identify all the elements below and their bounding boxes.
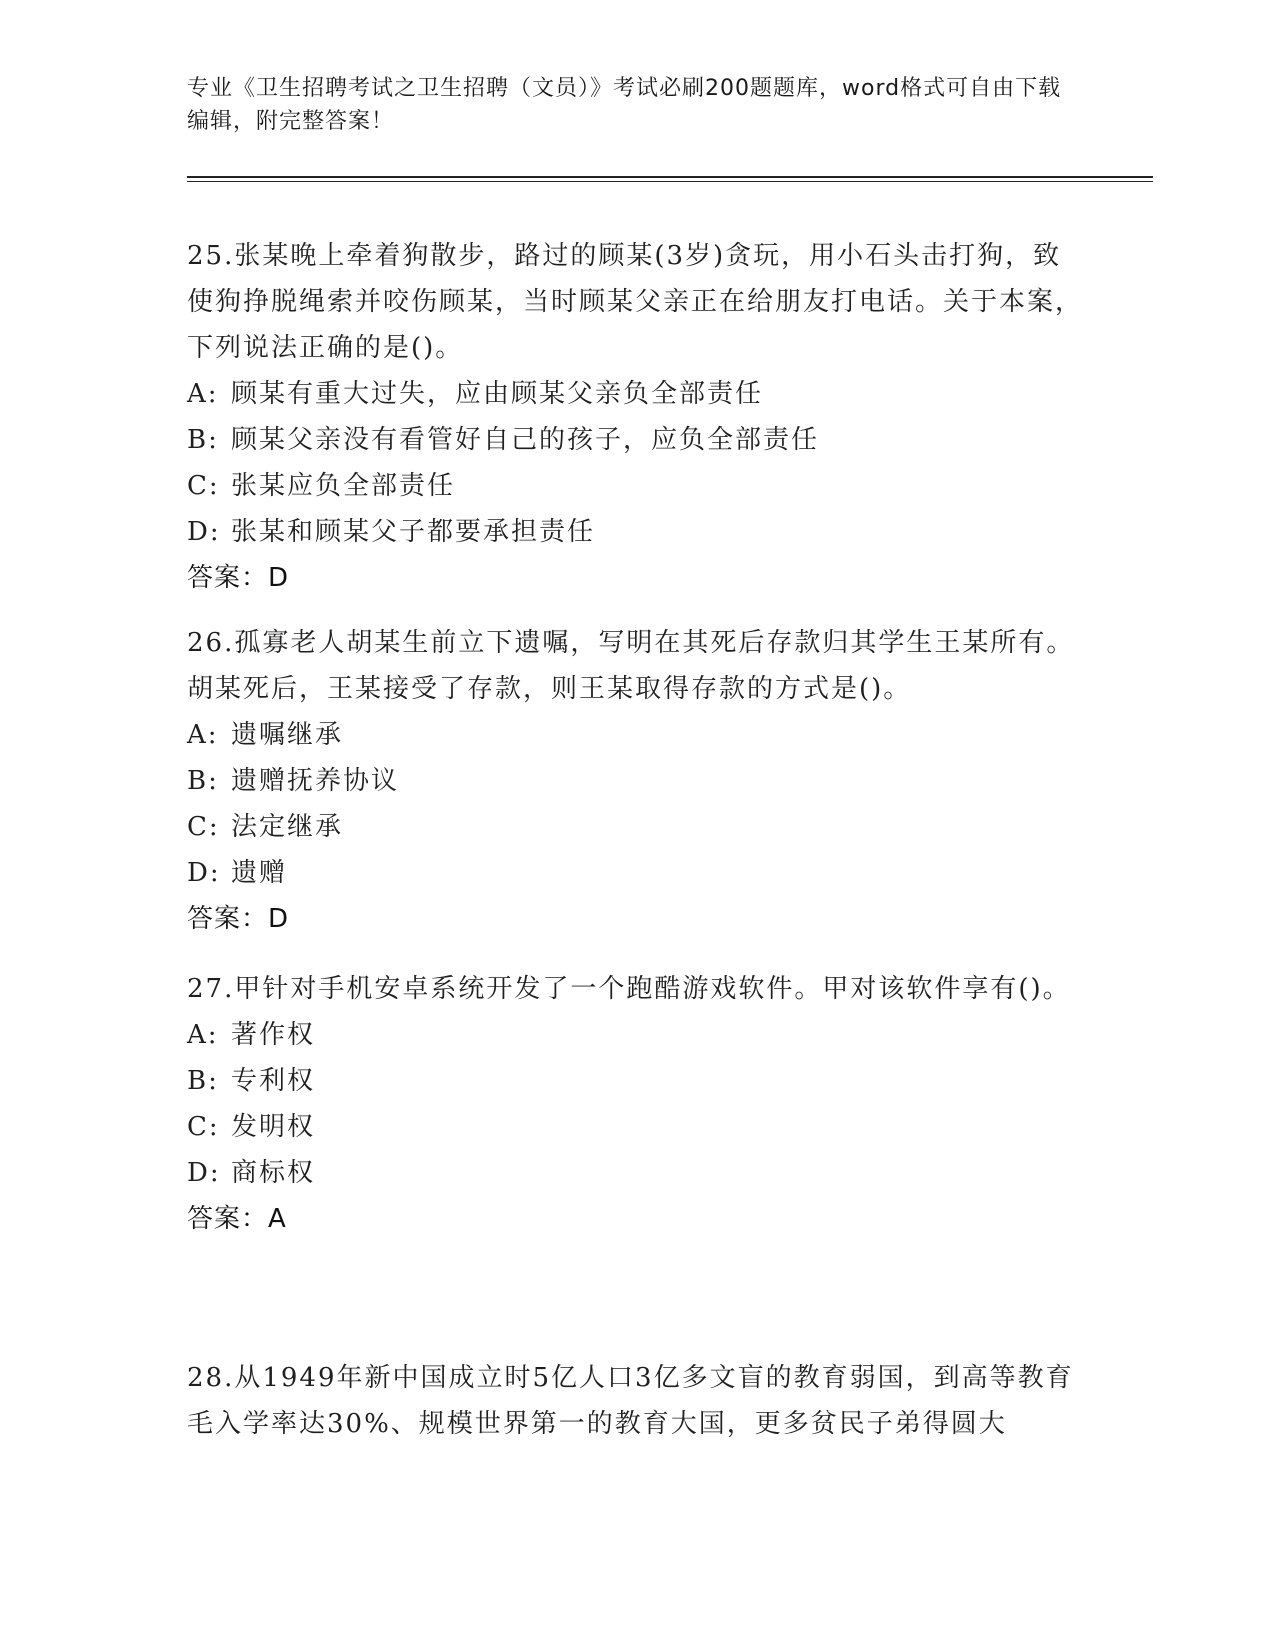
- option-letter: A:: [187, 720, 219, 750]
- question-stem: 28.从1949年新中国成立时5亿人口3亿多文盲的教育弱国，到高等教育毛入学率达30%、规模世界第一的教育大国，更多贫民子弟得圆大: [187, 1363, 1074, 1439]
- option-b: [187, 758, 1087, 804]
- option-a: [187, 712, 1087, 758]
- question-28: [187, 1355, 1087, 1447]
- header-divider: [187, 176, 1153, 178]
- option-text: 著作权: [231, 1020, 316, 1050]
- question-27: [187, 966, 1087, 1242]
- option-d: [187, 509, 1087, 555]
- option-text: 顾某父亲没有看管好自己的孩子，应负全部责任: [231, 425, 820, 455]
- option-letter: A:: [187, 379, 219, 409]
- option-c: [187, 463, 1087, 509]
- option-text: 遗赠: [231, 858, 288, 888]
- question-stem: 25.张某晚上牵着狗散步，路过的顾某(3岁)贪玩，用小石头击打狗，致使狗挣脱绳索并咬伤顾某，当时顾某父亲正在给朋友打电话。关于本案，下列说法正确的是()。: [187, 241, 1084, 363]
- option-d: [187, 1150, 1087, 1196]
- option-letter: D:: [187, 858, 221, 888]
- option-letter: D:: [187, 1158, 221, 1188]
- option-letter: C:: [187, 1112, 220, 1142]
- option-b: [187, 417, 1087, 463]
- answer-line: 答案：D: [187, 563, 290, 593]
- option-letter: B:: [187, 1066, 219, 1096]
- option-a: [187, 371, 1087, 417]
- document-header: 专业《卫生招聘考试之卫生招聘（文员）》考试必刷200题题库，word格式可自由下载编辑，附完整答案！: [187, 76, 1062, 134]
- answer-line: 答案：D: [187, 904, 290, 934]
- option-letter: B:: [187, 425, 219, 455]
- option-letter: C:: [187, 812, 220, 842]
- option-letter: B:: [187, 766, 219, 796]
- option-text: 法定继承: [231, 812, 344, 842]
- question-25: [187, 233, 1087, 601]
- option-text: 张某和顾某父子都要承担责任: [231, 517, 596, 547]
- option-text: 遗赠抚养协议: [231, 766, 400, 796]
- option-text: 顾某有重大过失，应由顾某父亲负全部责任: [231, 379, 764, 409]
- question-stem: 27.甲针对手机安卓系统开发了一个跑酷游戏软件。甲对该软件享有()。: [187, 974, 1071, 1004]
- option-text: 专利权: [231, 1066, 316, 1096]
- option-letter: D:: [187, 517, 221, 547]
- question-26: [187, 620, 1087, 942]
- option-b: [187, 1058, 1087, 1104]
- option-text: 商标权: [231, 1158, 316, 1188]
- option-text: 遗嘱继承: [231, 720, 344, 750]
- option-c: [187, 1104, 1087, 1150]
- option-c: [187, 804, 1087, 850]
- answer-line: 答案：A: [187, 1204, 287, 1234]
- option-a: [187, 1012, 1087, 1058]
- option-letter: C:: [187, 471, 220, 501]
- header-divider-secondary: [187, 181, 1153, 182]
- option-letter: A:: [187, 1020, 219, 1050]
- option-text: 张某应负全部责任: [231, 471, 456, 501]
- question-stem: 26.孤寡老人胡某生前立下遗嘱，写明在其死后存款归其学生王某所有。胡某死后，王某接受了存款，则王某取得存款的方式是()。: [187, 628, 1075, 704]
- option-text: 发明权: [231, 1112, 316, 1142]
- option-d: [187, 850, 1087, 896]
